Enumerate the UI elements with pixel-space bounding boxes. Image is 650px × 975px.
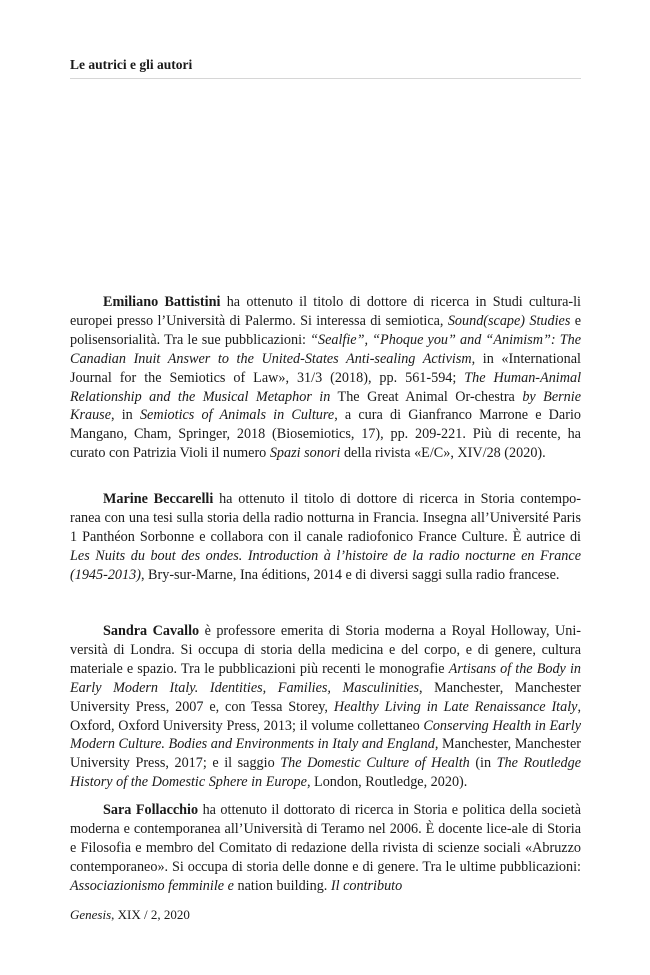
text-segment: è professore emerita di Storia moderna a Royal Holloway, Uni-versità di Londra. Si occupa di storia della medicina e del corpo, e di genere, cultura materiale e spazio. Tra le pubblicazioni più recenti le monografie bbox=[70, 623, 581, 677]
italic-text-segment: by Bernie Krause bbox=[70, 388, 581, 424]
text-segment: , a cura di Gianfranco Marrone e Dario Mangano, Cham, Springer, 2018 (Biosemiotics, 17), pp. 209-221. Più di recente, ha curato con Patrizia Violi il numero bbox=[70, 407, 581, 462]
author-name: Sandra Cavallo bbox=[103, 623, 200, 639]
text-segment: ha ottenuto il titolo di dottore di ricerca in Studi cultura-li europei presso l’Università di Palermo. Si interessa di semiotica, bbox=[70, 294, 582, 329]
text-segment: , in bbox=[111, 407, 140, 424]
italic-text-segment: The Human-Animal Relationship and the Musical Metaphor in bbox=[70, 369, 582, 405]
text-segment: , London, Routledge, 2020). bbox=[306, 774, 468, 791]
italic-text-segment: Spazi sonori bbox=[269, 445, 341, 462]
bio-entry-beccarelli bbox=[70, 490, 581, 585]
text-segment: , Oxford, Oxford University Press, 2013; il volume collettaneo bbox=[70, 698, 582, 734]
italic-text-segment: Associazionismo femminile e bbox=[70, 877, 234, 894]
author-name: Sara Follacchio bbox=[103, 802, 199, 818]
italic-text-segment: Les Nuits du bout des ondes. Introduction à l’histoire de la radio nocturne en France (1945-2013) bbox=[70, 547, 581, 583]
journal-name: Genesis bbox=[70, 907, 112, 922]
text-segment: ha ottenuto il titolo di dottore di ricerca in Storia contempo-ranea con una tesi sulla storia della radio notturna in Francia. Insegna all’Université Paris 1 Panthéon Sorbonne e collabora con il canale radiofonico France Culture. È autrice di bbox=[70, 491, 581, 545]
italic-text-segment: “Sealfie”, “Phoque you” and “Animism”: The Canadian Inuit Answer to the United-States Anti-sealing Activism bbox=[70, 331, 581, 367]
italic-text-segment: Sound(scape) Studies bbox=[447, 312, 571, 329]
text-segment: , Manchester, Manchester University Press, 2007 e, con Tessa Storey, bbox=[70, 679, 581, 715]
italic-text-segment: The Routledge History of the Domestic Sphere in Europe bbox=[70, 755, 581, 791]
text-segment: (in bbox=[469, 755, 497, 772]
author-name: Emiliano Battistini bbox=[103, 294, 221, 310]
bio-text bbox=[70, 623, 581, 790]
text-segment: della rivista «E/C», XIV/28 (2020). bbox=[340, 445, 546, 462]
author-name: Marine Beccarelli bbox=[103, 491, 214, 507]
italic-text-segment: The Domestic Culture of Health bbox=[280, 755, 470, 772]
page-footer bbox=[70, 906, 190, 924]
bio-entry-cavallo bbox=[70, 622, 581, 792]
bio-entry-follacchio bbox=[70, 801, 581, 896]
text-segment: The Great Animal Or-chestra bbox=[330, 388, 523, 405]
italic-text-segment: Artisans of the Body in Early Modern Italy. Identities, Families, Masculinities bbox=[70, 660, 581, 696]
running-head: Le autrici e gli autori bbox=[70, 55, 581, 79]
text-segment: e polisensorialità. Tra le sue pubblicazioni: bbox=[70, 312, 581, 348]
bio-text bbox=[70, 294, 581, 461]
text-segment: , in «International Journal for the Semiotics of Law», 31/3 (2018), pp. 561-594; bbox=[70, 350, 581, 386]
italic-text-segment: Conserving Health in Early Modern Culture. Bodies and Environments in Italy and England bbox=[70, 717, 581, 753]
bio-entry-battistini bbox=[70, 293, 581, 463]
journal-issue: , XIX / 2, 2020 bbox=[111, 907, 190, 922]
text-segment: , Bry-sur-Marne, Ina éditions, 2014 e di diversi saggi sulla radio francese. bbox=[140, 566, 560, 583]
text-segment: ha ottenuto il dottorato di ricerca in Storia e politica della società moderna e contemporanea all’Università di Teramo nel 2006. È docente lice-ale di Storia e Filosofia e membro del Comitato di redazione della rivista di scienze sociali «Abruzzo contemporaneo». Si occupa di storia delle donne e di genere. Tra le ultime pubblicazioni: bbox=[70, 802, 582, 875]
italic-text-segment: Healthy Living in Late Renaissance Italy bbox=[333, 698, 578, 715]
text-segment: , Manchester, Manchester University Press, 2017; e il saggio bbox=[70, 736, 581, 772]
italic-text-segment: Il contributo bbox=[330, 877, 403, 894]
italic-text-segment: Semiotics of Animals in Culture bbox=[139, 407, 335, 424]
text-segment: nation building. bbox=[233, 877, 331, 894]
